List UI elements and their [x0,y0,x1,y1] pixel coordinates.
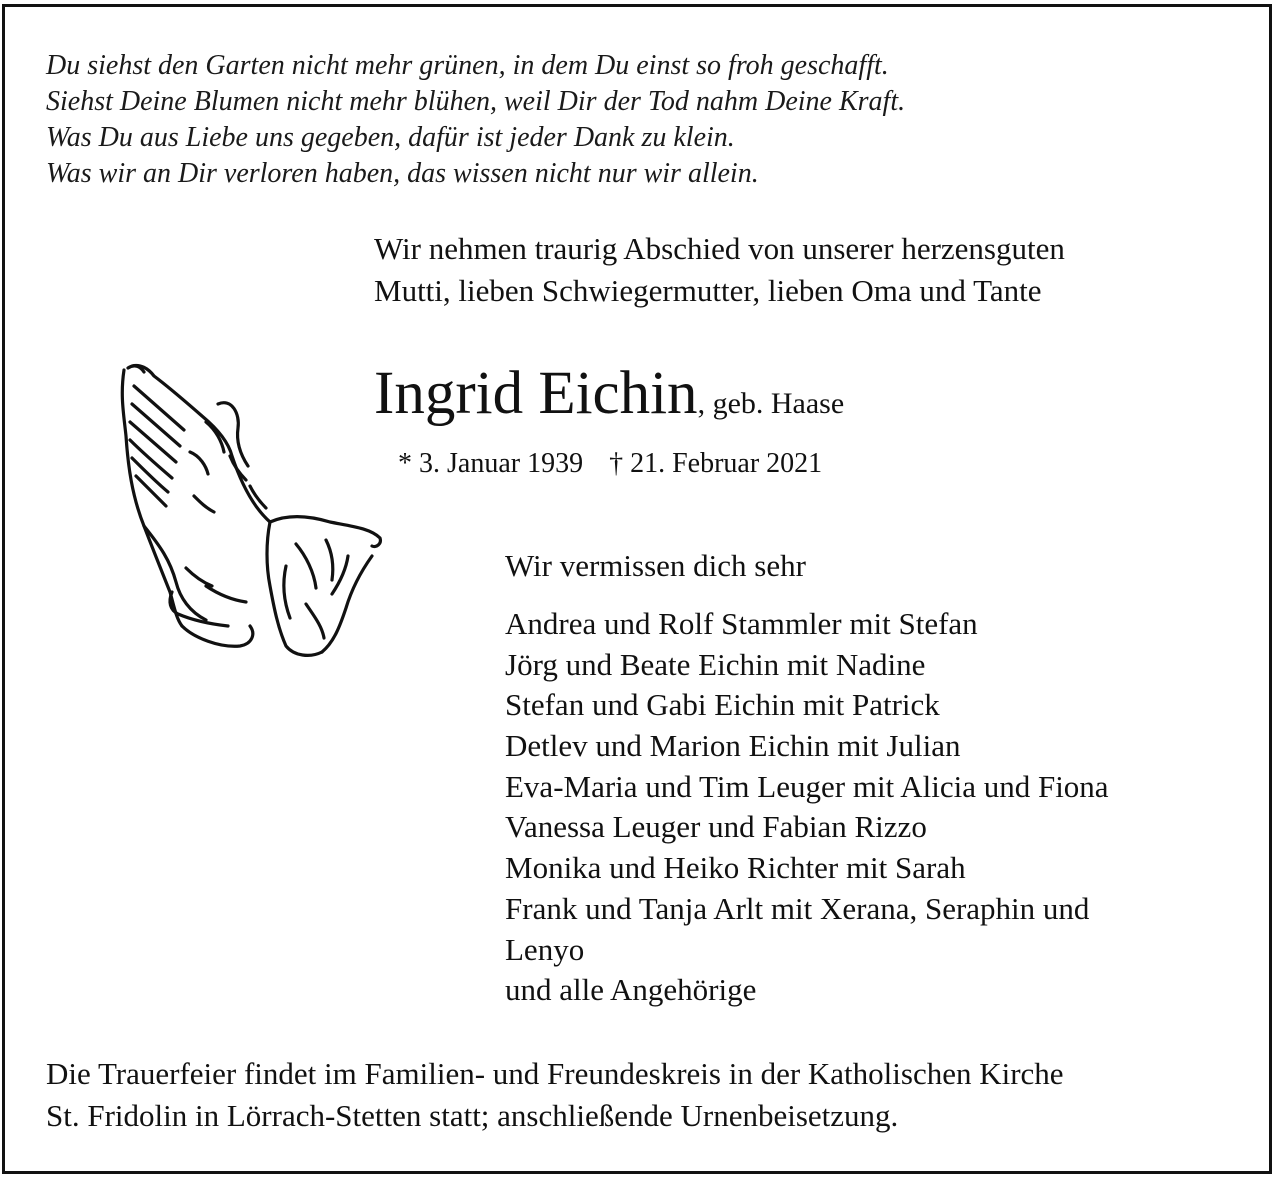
poem-line: Was Du aus Liebe uns gegeben, dafür ist jeder Dank zu klein. [46,122,735,153]
poem [46,48,905,192]
praying-hands-icon [110,356,390,661]
mourners-list [505,604,1109,1011]
list-item: Jörg und Beate Eichin mit Nadine [505,646,926,682]
list-item: Lenyo [505,931,585,967]
death-date: † 21. Februar 2021 [609,448,823,479]
list-item: Eva-Maria und Tim Leuger mit Alicia und Fiona [505,768,1109,804]
deceased-name-line [374,356,844,432]
list-item: Detlev und Marion Eichin mit Julian [505,728,961,764]
mourners-heading: Wir vermissen dich sehr [505,548,806,583]
farewell-intro [374,228,1065,312]
deceased-name: Ingrid Eichin [374,360,698,427]
poem-line: Siehst Deine Blumen nicht mehr blühen, weil Dir der Tod nahm Deine Kraft. [46,86,906,117]
list-item: Stefan und Gabi Eichin mit Patrick [505,687,940,723]
list-item: Monika und Heiko Richter mit Sarah [505,850,966,886]
list-item: Andrea und Rolf Stammler mit Stefan [505,606,978,641]
life-dates [398,446,822,482]
poem-line: Was wir an Dir verloren haben, das wissen nicht nur wir allein. [46,158,759,189]
funeral-notice [46,1053,1064,1137]
maiden-name: , geb. Haase [697,387,845,420]
poem-line: Du siehst den Garten nicht mehr grünen, in dem Du einst so froh geschafft. [46,50,889,81]
footer-line: Die Trauerfeier findet im Familien- und Freundeskreis in der Katholischen Kirche [46,1056,1064,1091]
list-item: Frank und Tanja Arlt mit Xerana, Seraphin und [505,890,1090,926]
footer-line: St. Fridolin in Lörrach-Stetten statt; anschließende Urnenbeisetzung. [46,1098,899,1133]
intro-line: Wir nehmen traurig Abschied von unserer herzensguten [374,231,1065,266]
intro-line: Mutti, lieben Schwiegermutter, lieben Oma und Tante [374,273,1042,308]
list-item: Vanessa Leuger und Fabian Rizzo [505,809,927,845]
birth-date: * 3. Januar 1939 [398,448,584,479]
list-item: und alle Angehörige [505,972,757,1008]
